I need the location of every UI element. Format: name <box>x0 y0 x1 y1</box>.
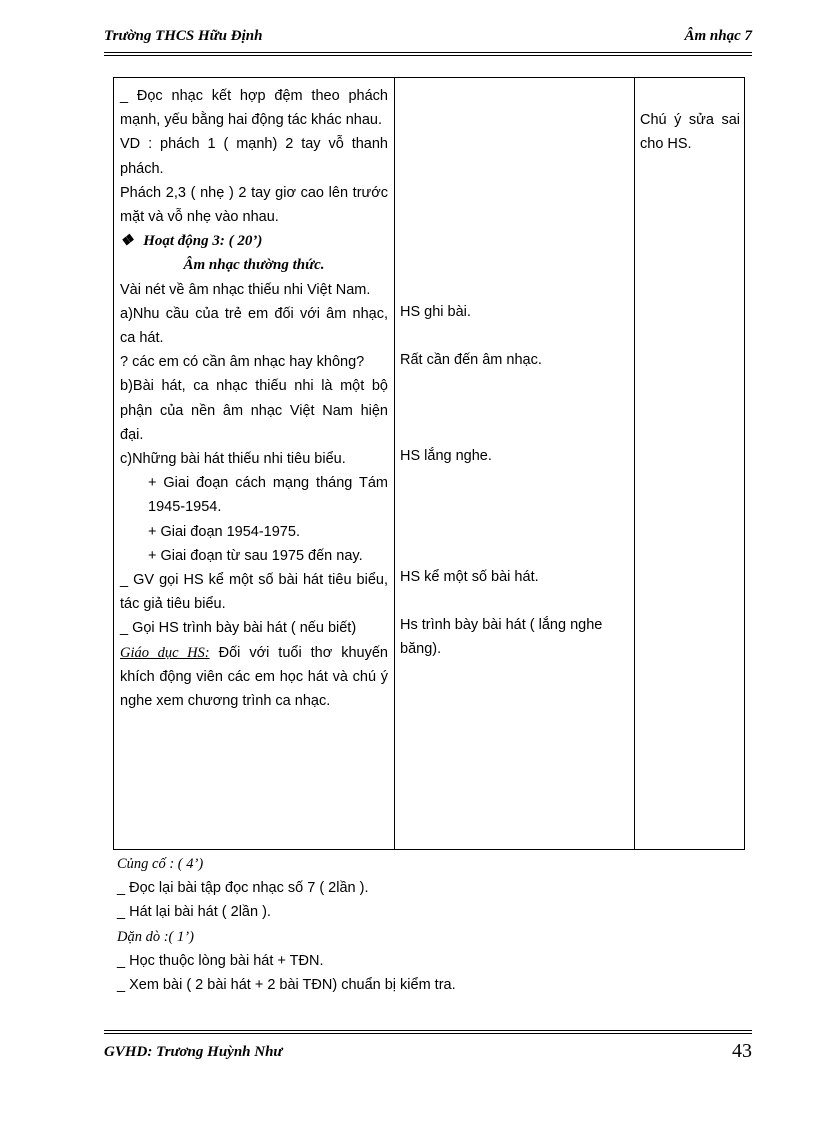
text-line: _ Đọc nhạc kết hợp đệm theo phách mạnh, yếu bằng hai động tác khác nhau. <box>120 88 388 129</box>
consolidation-title: Củng cố : ( 4’) <box>117 856 204 872</box>
text-line: _ Hát lại bài hát ( 2lần ). <box>117 904 271 921</box>
education-note <box>120 641 388 714</box>
student-text: Hs trình bày bài hát ( lắng nghe <box>400 617 603 633</box>
text-line: _ GV gọi HS kể một số bài hát tiêu biểu, tác giả tiêu biểu. <box>120 572 388 613</box>
text-line: Phách 2,3 ( nhẹ ) 2 tay giơ cao lên trước mặt và vỗ nhẹ vào nhau. <box>120 184 388 226</box>
text-line: + Giai đoạn từ sau 1975 đến nay. <box>148 547 363 564</box>
student-text: HS kể một số bài hát. <box>400 569 539 585</box>
notes-text: Chú ý sửa sai cho HS. <box>640 112 740 153</box>
activity-heading <box>120 229 388 253</box>
teacher-name: GVHD: Trương Huỳnh Như <box>104 1044 283 1060</box>
page-number: 43 <box>732 1040 752 1062</box>
text-line: _ Đọc lại bài tập đọc nhạc số 7 ( 2lần ). <box>117 880 369 897</box>
text-line: Vài nét về âm nhạc thiếu nhi Việt Nam. <box>120 281 371 298</box>
education-text: Đối với tuổi thơ khuyến khích động viên các em học hát và chú ý nghe xem chương trình ca nhạc. <box>120 644 388 710</box>
text-line: b)Bài hát, ca nhạc thiếu nhi là một bộ phận của nền âm nhạc Việt Nam hiện đại. <box>120 378 388 443</box>
text-line: _ Học thuộc lòng bài hát + TĐN. <box>117 952 324 969</box>
student-text: Rất cần đến âm nhạc. <box>400 352 542 368</box>
column-divider-1 <box>394 78 395 849</box>
text-line: c)Những bài hát thiếu nhi tiêu biểu. <box>120 451 346 468</box>
education-label: Giáo dục HS: <box>120 644 210 661</box>
homework-title: Dặn dò :( 1’) <box>117 928 194 945</box>
text-line: a)Nhu cầu của trẻ em đối với âm nhạc, ca hát. <box>120 305 388 347</box>
notes-column <box>640 108 740 156</box>
subject-name: Âm nhạc 7 <box>684 28 752 44</box>
diamond-bullet-icon: ❖ <box>120 233 134 250</box>
student-text: HS ghi bài. <box>400 304 471 320</box>
section-title: Âm nhạc thường thức. <box>183 257 325 274</box>
header-rule <box>104 52 752 53</box>
header-rule-2 <box>104 55 752 56</box>
text-line: _ Xem bài ( 2 bài hát + 2 bài TĐN) chuẩn bị kiểm tra. <box>117 977 456 994</box>
footer-rule <box>104 1030 752 1031</box>
text-line: _ Gọi HS trình bày bài hát ( nếu biết) <box>120 620 357 637</box>
text-line: ? các em có cần âm nhạc hay không? <box>120 354 365 371</box>
activity-title: Hoạt động 3: ( 20’) <box>143 233 263 250</box>
lesson-summary <box>117 852 717 997</box>
footer-rule-2 <box>104 1033 752 1034</box>
school-name: Trường THCS Hữu Định <box>104 28 263 44</box>
page-footer <box>104 1040 752 1070</box>
text-line: VD : phách 1 ( mạnh) 2 tay vỗ thanh phách. <box>120 136 388 177</box>
student-text: băng). <box>400 641 442 657</box>
column-divider-2 <box>634 78 635 849</box>
page-header <box>104 26 752 50</box>
text-line: + Giai đoạn cách mạng tháng Tám 1945-1954. <box>148 475 388 516</box>
student-text: HS lắng nghe. <box>400 448 492 464</box>
lesson-table <box>113 77 745 850</box>
teacher-activity-column <box>120 84 388 713</box>
text-line: + Giai đoạn 1954-1975. <box>148 523 300 540</box>
